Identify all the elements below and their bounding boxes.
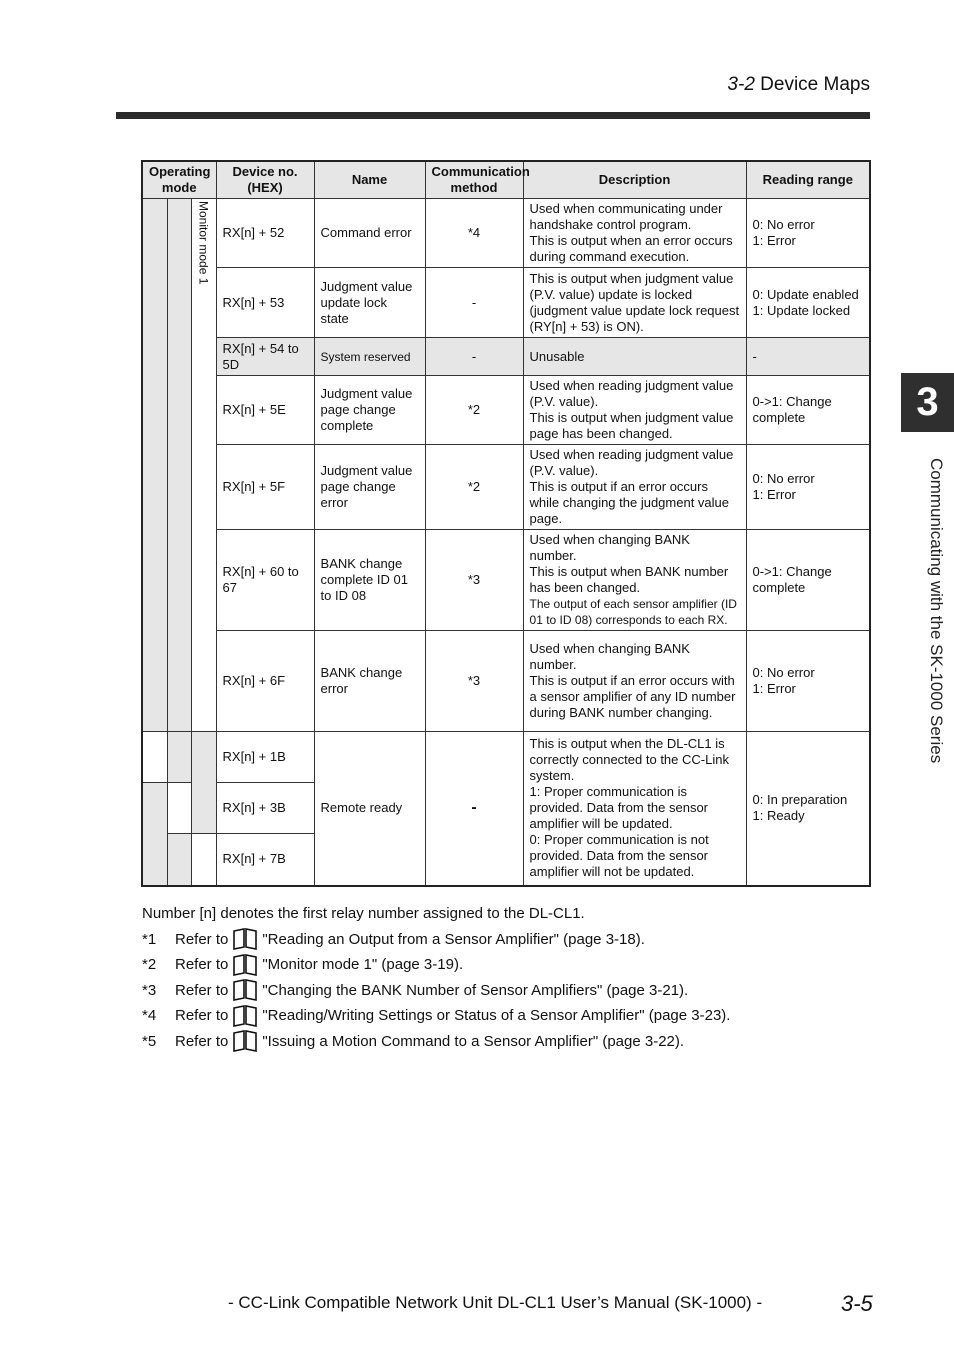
device-no: RX[n] + 7B: [216, 834, 314, 886]
table-row: [142, 445, 870, 530]
device-no: RX[n] + 54 to 5D: [216, 338, 314, 376]
footnotes: [142, 901, 730, 1054]
comm-method: *2: [425, 445, 523, 530]
footnote-item: [142, 927, 730, 953]
device-description: Unusable: [523, 338, 746, 376]
mode-cell: [142, 732, 167, 783]
comm-method: -: [425, 268, 523, 338]
reading-range: 0: In preparation 1: Ready: [746, 732, 870, 886]
device-name: BANK change complete ID 01 to ID 08: [314, 530, 425, 631]
reading-range: -: [746, 338, 870, 376]
refer-label: Refer to: [175, 1007, 229, 1024]
mode-cell: [191, 834, 216, 886]
device-no: RX[n] + 5F: [216, 445, 314, 530]
mode-cell: [167, 783, 191, 834]
comm-method: -: [425, 338, 523, 376]
table-row-reserved: [142, 338, 870, 376]
reading-range: 0: Update enabled 1: Update locked: [746, 268, 870, 338]
reading-range: 0: No error 1: Error: [746, 631, 870, 732]
footnote-item: [142, 1029, 730, 1055]
table-row: [142, 376, 870, 445]
footnote-mark: *2: [142, 956, 157, 973]
mode-cell: [167, 732, 191, 783]
table-header-row: [142, 161, 870, 199]
table-row: [142, 530, 870, 631]
header-communication-method: Communication method: [425, 161, 523, 199]
refer-label: Refer to: [175, 930, 229, 948]
mode-label: Monitor mode 1: [191, 199, 216, 732]
device-description: Used when reading judgment value (P.V. value). This is output if an error occurs while changing the judgment value page.: [523, 445, 746, 530]
device-name: Remote ready: [314, 732, 425, 886]
description-note: The output of each sensor amplifier (ID 01 to ID 08) corresponds to each RX.: [529, 597, 737, 627]
mode-cell: [142, 783, 167, 886]
section-title: Device Maps: [760, 74, 870, 95]
book-icon: [232, 979, 258, 1001]
device-no: RX[n] + 52: [216, 199, 314, 268]
device-description: This is output when judgment value (P.V. value) update is locked (judgment value update lock request (RY[n] + 53) is ON).: [523, 268, 746, 338]
description-text: Used when changing BANK number. This is output when BANK number has been changed.: [529, 532, 729, 595]
device-no: RX[n] + 3B: [216, 783, 314, 834]
device-no: RX[n] + 60 to 67: [216, 530, 314, 631]
comm-method: *2: [425, 376, 523, 445]
table-row: [142, 631, 870, 732]
comm-method: *4: [425, 199, 523, 268]
mode-cell: [167, 834, 191, 886]
table-row: [142, 268, 870, 338]
refer-label: Refer to: [175, 981, 229, 999]
footnote-intro: Number [n] denotes the first relay number assigned to the DL-CL1.: [142, 905, 585, 922]
device-no: RX[n] + 6F: [216, 631, 314, 732]
footnote-text: "Issuing a Motion Command to a Sensor Amplifier" (page 3-22).: [262, 1032, 685, 1050]
device-name: System reserved: [314, 338, 425, 376]
device-name: Command error: [314, 199, 425, 268]
device-description: Used when changing BANK number. This is output if an error occurs with a sensor amplifier of any ID number during BANK number changing.: [523, 631, 746, 732]
book-icon: [232, 1005, 258, 1027]
device-no: RX[n] + 53: [216, 268, 314, 338]
chapter-side-title: Communicating with the SK-1000 Series: [927, 458, 946, 764]
refer-label: Refer to: [175, 1032, 229, 1050]
device-no: RX[n] + 1B: [216, 732, 314, 783]
table-row-remote-ready: [142, 732, 870, 783]
header-name: Name: [314, 161, 425, 199]
device-name: Judgment value page change error: [314, 445, 425, 530]
header-description: Description: [523, 161, 746, 199]
section-header: [727, 74, 870, 96]
table-row: [142, 199, 870, 268]
footnote-item: [142, 952, 730, 978]
comm-method: -: [425, 732, 523, 886]
device-name: Judgment value page change complete: [314, 376, 425, 445]
mode-cell: [142, 199, 167, 732]
device-description: [523, 530, 746, 631]
device-no: RX[n] + 5E: [216, 376, 314, 445]
section-number: 3-2: [727, 74, 755, 95]
comm-method: *3: [425, 530, 523, 631]
device-name: Judgment value update lock state: [314, 268, 425, 338]
book-icon: [232, 954, 258, 976]
comm-method: *3: [425, 631, 523, 732]
header-reading-range: Reading range: [746, 161, 870, 199]
device-map-table: [141, 160, 871, 887]
device-description: Used when communicating under handshake control program. This is output when an error occurs during command execution.: [523, 199, 746, 268]
device-description: This is output when the DL-CL1 is correctly connected to the CC-Link system. 1: Proper communication is provided. Data from the sensor amplifier will be updated. 0: Proper communication is not provided. Data from the sensor amplifier will not be updated.: [523, 732, 746, 886]
footnote-mark: *1: [142, 930, 157, 948]
mode-cell: [167, 199, 191, 732]
page-number: 3-5: [841, 1291, 873, 1316]
book-icon: [232, 928, 258, 950]
footnote-item: [142, 978, 730, 1004]
footnote-mark: *3: [142, 981, 157, 999]
chapter-tab: 3: [901, 373, 954, 432]
header-device-no: Device no. (HEX): [216, 161, 314, 199]
footnote-text: "Monitor mode 1" (page 3-19).: [262, 956, 464, 973]
mode-cell: [191, 732, 216, 834]
footnote-mark: *5: [142, 1032, 157, 1050]
footnote-text: "Changing the BANK Number of Sensor Amplifiers" (page 3-21).: [262, 981, 689, 999]
header-rule: [116, 112, 870, 119]
device-name: BANK change error: [314, 631, 425, 732]
reading-range: 0: No error 1: Error: [746, 199, 870, 268]
header-operating-mode: Operating mode: [142, 161, 216, 199]
reading-range: 0->1: Change complete: [746, 530, 870, 631]
footnote-mark: *4: [142, 1007, 157, 1024]
footnote-item: [142, 1003, 730, 1029]
footer-manual-title: - CC-Link Compatible Network Unit DL-CL1 User’s Manual (SK-1000) -: [228, 1293, 763, 1312]
footnote-text: "Reading/Writing Settings or Status of a Sensor Amplifier" (page 3-23).: [262, 1007, 731, 1024]
refer-label: Refer to: [175, 956, 229, 973]
reading-range: 0->1: Change complete: [746, 376, 870, 445]
footnote-text: "Reading an Output from a Sensor Amplifier" (page 3-18).: [262, 930, 645, 948]
book-icon: [232, 1030, 258, 1052]
reading-range: 0: No error 1: Error: [746, 445, 870, 530]
device-description: Used when reading judgment value (P.V. value). This is output when judgment value page has been changed.: [523, 376, 746, 445]
